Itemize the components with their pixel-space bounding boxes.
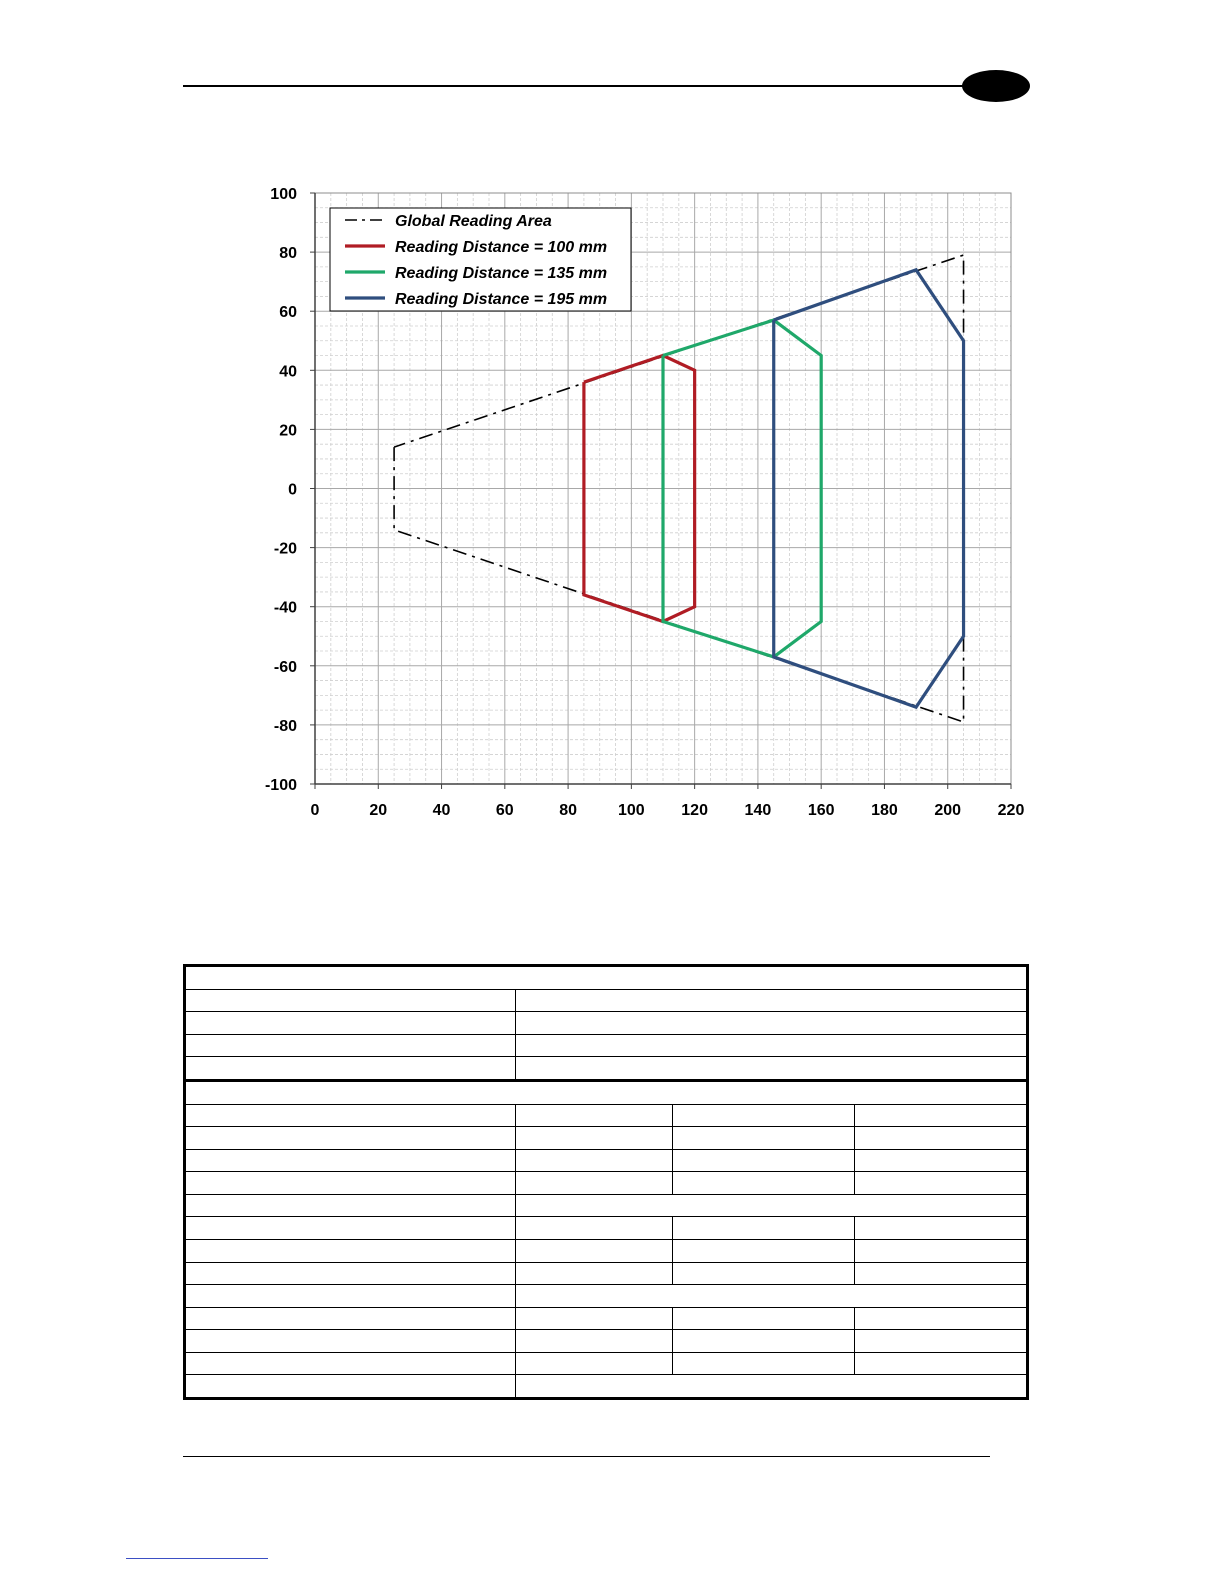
table-cell <box>855 1330 1028 1353</box>
table-row <box>185 1034 1028 1057</box>
table-row <box>185 1080 1028 1104</box>
table-cell <box>516 1307 673 1330</box>
legend <box>330 208 631 311</box>
table-cell <box>855 1262 1028 1285</box>
table-cell <box>185 1375 516 1399</box>
table-cell <box>185 989 516 1012</box>
table-cell <box>185 1239 516 1262</box>
table-row <box>185 1375 1028 1399</box>
y-tick-label: 60 <box>279 304 297 322</box>
x-tick-label: 120 <box>681 802 708 819</box>
footer-rule <box>183 1456 990 1457</box>
table-cell <box>855 1104 1028 1127</box>
x-tick-label: 140 <box>744 802 772 819</box>
table-cell <box>185 1352 516 1375</box>
y-tick-label: -100 <box>264 777 297 794</box>
table-cell <box>185 1012 516 1035</box>
table-row <box>185 1285 1028 1308</box>
table-row <box>185 1352 1028 1375</box>
x-tick-label: 160 <box>807 802 835 819</box>
y-tick-labels <box>265 186 315 794</box>
bottom-link-underline <box>126 1558 268 1559</box>
table-row <box>185 966 1028 990</box>
table-cell <box>672 1217 855 1240</box>
x-tick-labels <box>311 784 1025 819</box>
table-cell <box>855 1239 1028 1262</box>
table-cell <box>516 1057 1028 1081</box>
table-cell <box>516 1330 673 1353</box>
legend-label: Reading Distance = 135 mm <box>395 265 608 282</box>
table-cell <box>855 1149 1028 1172</box>
table-cell <box>672 1172 855 1195</box>
table-cell <box>855 1352 1028 1375</box>
spec-table <box>183 964 1029 1400</box>
legend-label: Reading Distance = 195 mm <box>395 291 608 308</box>
table-cell <box>516 1034 1028 1057</box>
table-cell <box>672 1127 855 1150</box>
x-tick-label: 220 <box>997 802 1025 819</box>
legend-label: Reading Distance = 100 mm <box>395 239 608 256</box>
table-row <box>185 1307 1028 1330</box>
table-cell <box>185 1127 516 1150</box>
y-tick-label: 0 <box>288 481 297 499</box>
table-cell <box>672 1262 855 1285</box>
table-cell <box>672 1330 855 1353</box>
x-tick-label: 40 <box>432 802 451 819</box>
legend-label: Global Reading Area <box>395 213 552 230</box>
table-cell <box>855 1217 1028 1240</box>
table-cell <box>516 1217 673 1240</box>
y-tick-label: -60 <box>273 658 297 676</box>
table-cell <box>855 1307 1028 1330</box>
table-row <box>185 1057 1028 1081</box>
table-row <box>185 1012 1028 1035</box>
table-cell <box>516 989 1028 1012</box>
table-cell <box>516 1104 673 1127</box>
table-cell <box>855 1172 1028 1195</box>
table-cell <box>185 1034 516 1057</box>
table-cell <box>185 966 1028 990</box>
x-tick-label: 200 <box>934 802 962 819</box>
table-cell <box>672 1104 855 1127</box>
table-cell <box>855 1127 1028 1150</box>
table-cell <box>185 1172 516 1195</box>
y-tick-label: 80 <box>279 245 297 263</box>
y-tick-label: -80 <box>273 717 297 735</box>
table-cell <box>185 1149 516 1172</box>
table-cell <box>672 1149 855 1172</box>
table-row <box>185 1172 1028 1195</box>
x-tick-label: 100 <box>618 802 645 819</box>
table-cell <box>516 1127 673 1150</box>
table-cell <box>516 1285 1028 1308</box>
y-tick-label: 20 <box>279 422 297 440</box>
x-tick-label: 60 <box>495 802 514 819</box>
table-cell <box>185 1057 516 1081</box>
table-cell <box>185 1262 516 1285</box>
y-tick-label: 40 <box>279 363 297 381</box>
table-cell <box>672 1352 855 1375</box>
table-row <box>185 989 1028 1012</box>
y-tick-label: 100 <box>270 186 297 203</box>
table-cell <box>185 1104 516 1127</box>
table-cell <box>185 1285 516 1308</box>
table-row <box>185 1217 1028 1240</box>
table-cell <box>516 1149 673 1172</box>
table-cell <box>185 1330 516 1353</box>
table-cell <box>516 1012 1028 1035</box>
x-tick-label: 20 <box>369 802 388 819</box>
table-cell <box>516 1172 673 1195</box>
table-row <box>185 1239 1028 1262</box>
table-cell <box>516 1262 673 1285</box>
table-cell <box>516 1352 673 1375</box>
table-cell <box>185 1217 516 1240</box>
y-tick-label: -20 <box>273 540 297 558</box>
x-tick-label: 180 <box>871 802 898 819</box>
x-tick-label: 80 <box>559 802 577 819</box>
table-cell <box>516 1375 1028 1399</box>
table-cell <box>672 1307 855 1330</box>
table-cell <box>185 1080 1028 1104</box>
table-row <box>185 1127 1028 1150</box>
table-row <box>185 1262 1028 1285</box>
table-row <box>185 1330 1028 1353</box>
table-cell <box>516 1194 1028 1217</box>
table-row <box>185 1104 1028 1127</box>
table-cell <box>672 1239 855 1262</box>
table-row <box>185 1194 1028 1217</box>
table-row <box>185 1149 1028 1172</box>
table-cell <box>185 1194 516 1217</box>
table-cell <box>516 1239 673 1262</box>
x-tick-label: 0 <box>310 802 320 819</box>
y-tick-label: -40 <box>273 599 297 617</box>
table-cell <box>185 1307 516 1330</box>
